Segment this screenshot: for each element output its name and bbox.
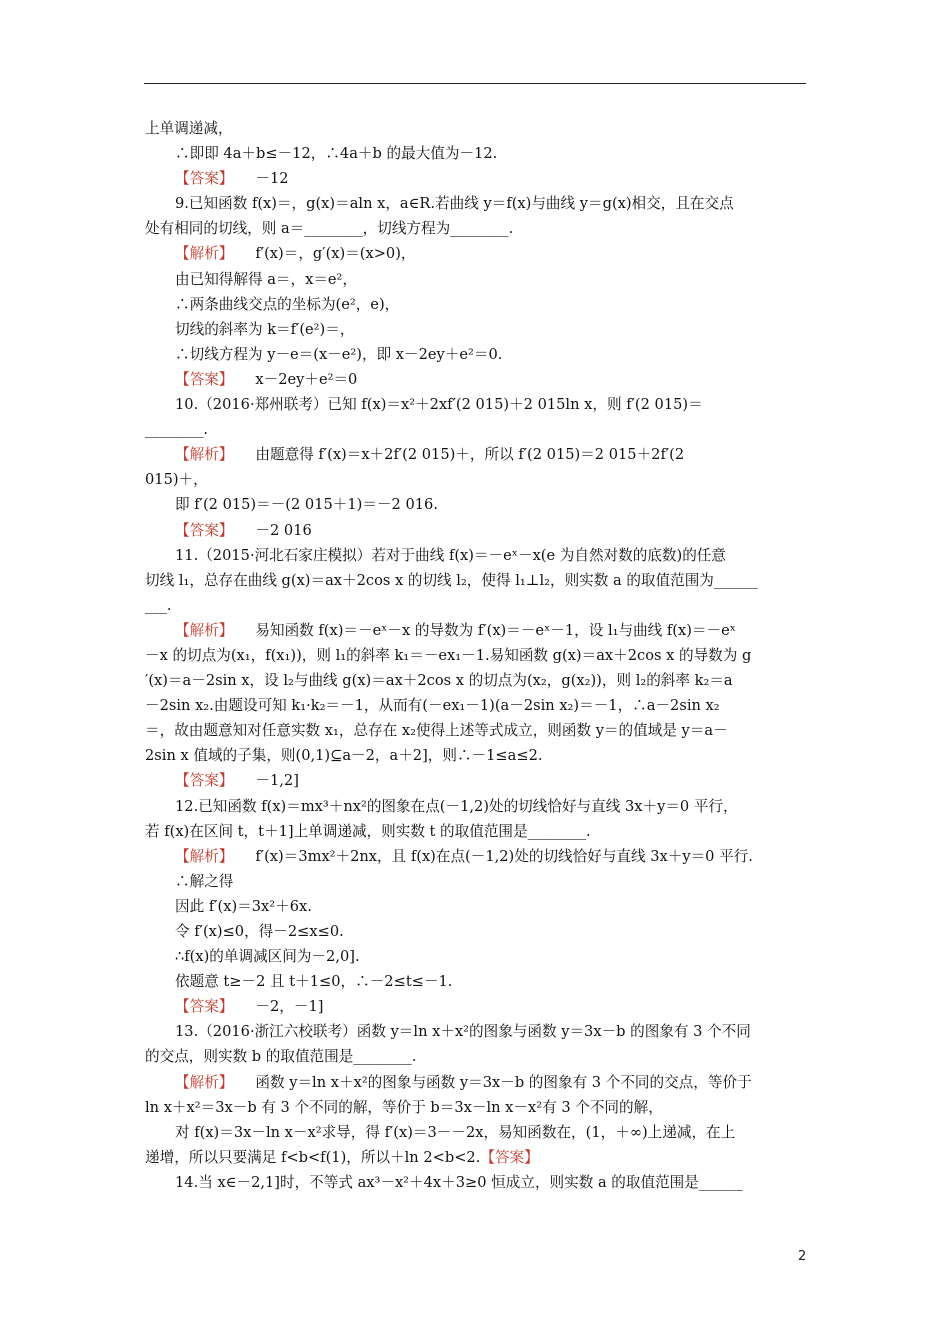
text-line bbox=[145, 467, 810, 492]
text-line bbox=[145, 1019, 810, 1044]
document-body bbox=[145, 116, 810, 1195]
text-line bbox=[145, 442, 810, 467]
header-rule bbox=[144, 83, 806, 84]
line-text: x－2ey＋e²＝0 bbox=[255, 370, 358, 388]
section-tag: 【答案】 bbox=[175, 772, 234, 790]
line-text: 上单调递减， bbox=[145, 120, 233, 137]
text-line bbox=[145, 668, 810, 693]
text-line bbox=[145, 1145, 810, 1170]
line-text: ________. bbox=[145, 421, 209, 439]
section-tag: 【答案】 bbox=[175, 370, 234, 388]
text-line bbox=[145, 241, 810, 266]
line-text: 12.已知函数 f(x)＝mx³＋nx²的图象在点(－1,2)处的切线恰好与直线 3x＋y＝0 平行， bbox=[175, 797, 738, 815]
section-tag: 【答案】 bbox=[480, 1148, 539, 1166]
line-text: 13.（2016·浙江六校联考）函数 y＝ln x＋x²的图象与函数 y＝3x－b 的图象有 3 个不同 bbox=[175, 1023, 751, 1041]
line-text: 由已知得解得 a＝，x＝e²， bbox=[175, 270, 357, 288]
section-tag: 【答案】 bbox=[175, 521, 234, 539]
line-text: ___. bbox=[145, 596, 172, 614]
text-line bbox=[145, 367, 810, 392]
text-line bbox=[145, 292, 810, 317]
line-text: ∴f(x)的单调减区间为－2,0]. bbox=[175, 948, 360, 966]
line-text: 9.已知函数 f(x)＝，g(x)＝aln x，a∈R.若曲线 y＝f(x)与曲线 y＝g(x)相交，且在交点 bbox=[175, 195, 734, 213]
text-line bbox=[145, 919, 810, 944]
section-tag: 【答案】 bbox=[175, 998, 234, 1016]
line-text: ∴切线方程为 y－e＝(x－e²)，即 x－2ey＋e²＝0. bbox=[175, 345, 503, 363]
text-line bbox=[145, 718, 810, 743]
text-line bbox=[145, 869, 810, 894]
line-text: ′(x)＝a－2sin x，设 l₂与曲线 g(x)＝ax＋2cos x 的切点为(x₂，g(x₂))，则 l₂的斜率 k₂＝a bbox=[145, 672, 733, 690]
line-text: 函数 y＝ln x＋x²的图象与函数 y＝3x－b 的图象有 3 个不同的交点，等价于 bbox=[255, 1073, 752, 1091]
line-text: －1,2] bbox=[255, 772, 299, 790]
line-text: －12 bbox=[255, 170, 289, 188]
text-line bbox=[145, 743, 810, 768]
section-tag: 【答案】 bbox=[175, 170, 234, 188]
text-line bbox=[145, 116, 810, 141]
line-text: 11.（2015·河北石家庄模拟）若对于曲线 f(x)＝－eˣ－x(e 为自然对数的底数)的任意 bbox=[175, 546, 726, 564]
text-line bbox=[145, 994, 810, 1019]
line-text: ∴解之得 bbox=[175, 872, 234, 890]
text-line bbox=[145, 492, 810, 517]
line-text: 处有相同的切线，则 a＝________，切线方程为________. bbox=[145, 220, 514, 238]
line-text: 即 f′(2 015)＝－(2 015＋1)＝－2 016. bbox=[175, 496, 438, 514]
text-line bbox=[145, 593, 810, 618]
line-text: 14.当 x∈－2,1]时，不等式 ax³－x²＋4x＋3≥0 恒成立，则实数 a 的取值范围是______ bbox=[175, 1173, 743, 1191]
line-text: ln x＋x²＝3x－b 有 3 个不同的解，等价于 b＝3x－ln x－x²有 3 个不同的解， bbox=[145, 1098, 663, 1116]
line-text: 015)＋， bbox=[145, 471, 208, 489]
text-line bbox=[145, 216, 810, 241]
section-tag: 【解析】 bbox=[175, 847, 234, 865]
text-line bbox=[145, 267, 810, 292]
text-line bbox=[145, 166, 810, 191]
text-line bbox=[145, 417, 810, 442]
text-line bbox=[145, 944, 810, 969]
section-tag: 【解析】 bbox=[175, 446, 234, 464]
text-line bbox=[145, 693, 810, 718]
line-text: 若 f(x)在区间 t，t＋1]上单调递减，则实数 t 的取值范围是________. bbox=[145, 822, 591, 840]
line-text: 切线的斜率为 k＝f′(e²)＝， bbox=[175, 320, 355, 338]
text-line bbox=[145, 1095, 810, 1120]
line-text: －2，－1] bbox=[255, 998, 324, 1016]
text-line bbox=[145, 342, 810, 367]
text-line bbox=[145, 768, 810, 793]
text-line bbox=[145, 643, 810, 668]
text-line bbox=[145, 969, 810, 994]
line-text: －2 016 bbox=[255, 521, 312, 539]
line-text: 切线 l₁，总存在曲线 g(x)＝ax＋2cos x 的切线 l₂，使得 l₁⊥l₂，则实数 a 的取值范围为______ bbox=[145, 571, 758, 589]
text-line bbox=[145, 568, 810, 593]
line-text: f′(x)＝3mx²＋2nx，且 f(x)在点(－1,2)处的切线恰好与直线 3x＋y＝0 平行. bbox=[255, 847, 753, 865]
text-line bbox=[145, 819, 810, 844]
text-line bbox=[145, 1070, 810, 1095]
text-line bbox=[145, 518, 810, 543]
line-text: f′(x)＝，g′(x)＝(x>0)， bbox=[255, 245, 416, 263]
line-text: ＝，故由题意知对任意实数 x₁，总存在 x₂使得上述等式成立，则函数 y＝的值域是 y＝a－ bbox=[145, 722, 728, 740]
line-text: 易知函数 f(x)＝－eˣ－x 的导数为 f′(x)＝－eˣ－1，设 l₁与曲线 f(x)＝－eˣ bbox=[255, 621, 736, 639]
text-line bbox=[145, 894, 810, 919]
line-text: 令 f′(x)≤0，得－2≤x≤0. bbox=[175, 923, 344, 940]
section-tag: 【解析】 bbox=[175, 1073, 234, 1091]
text-line bbox=[145, 141, 810, 166]
section-tag: 【解析】 bbox=[175, 621, 234, 639]
text-line bbox=[145, 844, 810, 869]
line-text: ∴即即 4a＋b≤－12，∴4a＋b 的最大值为－12. bbox=[175, 145, 498, 163]
text-line bbox=[145, 794, 810, 819]
line-text: 因此 f′(x)＝3x²＋6x. bbox=[175, 897, 312, 915]
line-text: 的交点，则实数 b 的取值范围是________. bbox=[145, 1048, 417, 1066]
text-line bbox=[145, 191, 810, 216]
line-text: 2sin x 值域的子集，则(0,1)⊆a－2，a＋2]，则∴－1≤a≤2. bbox=[145, 747, 543, 765]
text-line bbox=[145, 392, 810, 417]
line-text: ∴两条曲线交点的坐标为(e²，e)， bbox=[175, 295, 400, 313]
text-line bbox=[145, 1044, 810, 1069]
line-text: 依题意 t≥－2 且 t＋1≤0，∴－2≤t≤－1. bbox=[175, 973, 453, 991]
text-line bbox=[145, 1120, 810, 1145]
line-text: －x 的切点为(x₁，f(x₁))，则 l₁的斜率 k₁＝－ex₁－1.易知函数 g(x)＝ax＋2cos x 的导数为 g bbox=[145, 646, 752, 664]
text-line bbox=[145, 618, 810, 643]
line-text: 10.（2016·郑州联考）已知 f(x)＝x²＋2xf′(2 015)＋2 015ln x，则 f′(2 015)＝ bbox=[175, 396, 703, 414]
line-text: 对 f(x)＝3x－ln x－x²求导，得 f′(x)＝3－－2x，易知函数在，(1，＋∞)上递减，在上 bbox=[175, 1123, 736, 1141]
section-tag: 【解析】 bbox=[175, 245, 234, 263]
line-text: 递增，所以只要满足 f<b<f(1)，所以＋ln 2<b<2. bbox=[145, 1148, 481, 1166]
text-line bbox=[145, 317, 810, 342]
text-line bbox=[145, 543, 810, 568]
line-text: 由题意得 f′(x)＝x＋2f′(2 015)＋，所以 f′(2 015)＝2 015＋2f′(2 bbox=[255, 446, 685, 464]
text-line bbox=[145, 1170, 810, 1195]
line-text: －2sin x₂.由题设可知 k₁·k₂＝－1，从而有(－ex₁－1)(a－2sin x₂)＝－1，∴a－2sin x₂ bbox=[145, 697, 720, 715]
page-number: 2 bbox=[798, 1249, 807, 1264]
